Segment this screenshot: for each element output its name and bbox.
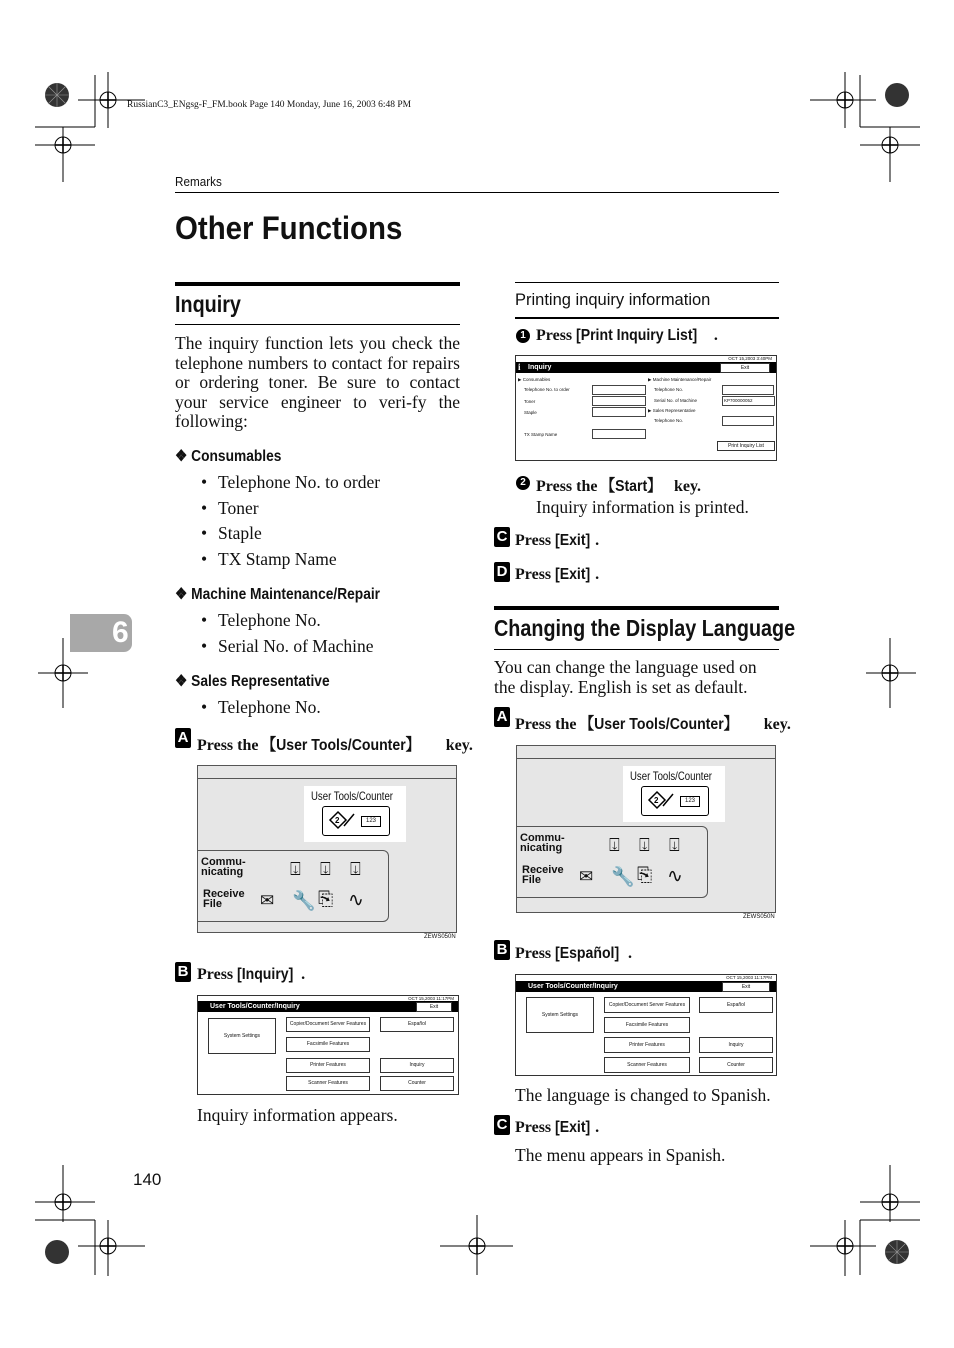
- running-head: Remarks: [175, 174, 222, 189]
- print-inquiry-list-button[interactable]: Print Inquiry List: [717, 441, 775, 451]
- espanol-button[interactable]: Español: [699, 997, 773, 1013]
- screen-title-bar: User Tools/Counter/Inquiry: [516, 981, 776, 992]
- language-rule-bottom: [494, 649, 779, 650]
- svg-text:2: 2: [654, 796, 659, 805]
- step2-result: The language is changed to Spanish.: [515, 1085, 771, 1105]
- user-tools-key-area: [304, 786, 406, 842]
- list-item: • Toner: [218, 498, 259, 519]
- control-panel-illustration: [516, 745, 776, 913]
- communicating-label: Commu- nicating: [520, 832, 565, 854]
- printer-features-button[interactable]: Printer Features: [604, 1037, 690, 1053]
- control-panel-illustration: [197, 765, 457, 933]
- printer-features-button[interactable]: Printer Features: [286, 1058, 370, 1073]
- group-title-consumables: ❖ Consumables: [175, 448, 282, 465]
- inquiry-rule-bottom: [175, 324, 460, 325]
- value-field: [592, 385, 646, 395]
- figure-code: ZEWS050N: [424, 934, 456, 940]
- tx-stamp-label: TX Stamp Name: [524, 432, 558, 437]
- list-item: • Telephone No.: [218, 697, 321, 718]
- fax-indicator-icon: ⍗: [350, 859, 361, 879]
- row-label: Telephone No. to order: [524, 387, 570, 392]
- substep2-result: Inquiry information is printed.: [536, 497, 749, 517]
- wrench-icon: 🔧: [292, 891, 316, 912]
- facsimile-features-button[interactable]: Facsimile Features: [604, 1017, 690, 1033]
- step3-result: The menu appears in Spanish.: [515, 1145, 726, 1165]
- row-label: Telephone No.: [654, 418, 684, 423]
- screen-datetime: OCT 15,2003 3:40PM: [728, 356, 772, 361]
- fax-indicator-icon: ⍗: [669, 835, 680, 855]
- list-item: • Telephone No.: [218, 610, 321, 631]
- info-icon: i: [518, 362, 521, 372]
- step-text: Press the 【Start】 key.: [536, 478, 702, 495]
- step-number: D: [494, 562, 510, 582]
- value-field: [722, 385, 774, 395]
- step-number: B: [175, 962, 191, 982]
- exit-button[interactable]: Exit: [720, 363, 770, 373]
- step-number: A: [494, 707, 510, 727]
- value-field: [722, 416, 774, 426]
- facsimile-features-button[interactable]: Facsimile Features: [286, 1037, 370, 1052]
- printing-rule-bottom: [515, 317, 779, 319]
- step-text: Press the 【User Tools/Counter】 key.: [515, 716, 791, 733]
- list-item: • TX Stamp Name: [218, 549, 337, 570]
- value-field: [592, 407, 646, 417]
- list-item: • Serial No. of Machine: [218, 636, 374, 657]
- step-number: A: [175, 728, 191, 748]
- receive-file-label: Receive File: [522, 864, 564, 886]
- step-text: Press [Exit] .: [515, 566, 600, 583]
- fax-indicator-icon: ⍗: [320, 859, 331, 879]
- scanner-features-button[interactable]: Scanner Features: [604, 1057, 690, 1073]
- inquiry-screen: [515, 355, 777, 461]
- value-field: [592, 396, 646, 406]
- screen-title-bar: Inquiry: [516, 362, 776, 373]
- maintenance-label: ▶ Machine Maintenance/Repair: [648, 377, 712, 382]
- screen-datetime: OCT 15,2003 11:17PM: [408, 996, 454, 1001]
- indicator-area: [517, 826, 708, 898]
- group-title-sales: ❖ Sales Representative: [175, 673, 330, 690]
- svg-text:2: 2: [335, 816, 340, 825]
- counter-button[interactable]: Counter: [699, 1057, 773, 1073]
- step-text: Press [Exit] .: [515, 1119, 600, 1136]
- jam-icon: ∿: [348, 890, 364, 911]
- substep-number: 1: [516, 329, 530, 343]
- user-tools-icon: [328, 810, 358, 830]
- wrench-icon: 🔧: [611, 867, 635, 888]
- user-tools-label: User Tools/Counter: [630, 769, 712, 783]
- substep-number: 2: [516, 476, 530, 490]
- fax-indicator-icon: ⍗: [639, 835, 650, 855]
- counter-box: 123: [361, 816, 381, 827]
- step2-result: Inquiry information appears.: [197, 1105, 398, 1125]
- printing-rule-top: [515, 282, 779, 283]
- step-text: Press [Print Inquiry List] .: [536, 327, 718, 344]
- envelope-icon: ✉: [579, 867, 594, 886]
- step-number: B: [494, 940, 510, 960]
- user-tools-screen: [515, 974, 777, 1076]
- step-text: Press [Español] .: [515, 945, 633, 962]
- step-number: C: [494, 1115, 510, 1135]
- toner-icon: ⎘: [637, 865, 653, 886]
- user-tools-key-area: [623, 766, 725, 822]
- inquiry-heading: Inquiry: [175, 291, 241, 317]
- row-label: Telephone No.: [654, 387, 684, 392]
- page-title: Other Functions: [175, 210, 403, 246]
- indicator-area: [198, 850, 389, 922]
- screen-title-bar: User Tools/Counter/Inquiry: [198, 1001, 458, 1012]
- inquiry-rule-top: [175, 282, 460, 286]
- system-settings-button[interactable]: System Settings: [208, 1018, 276, 1054]
- counter-button[interactable]: Counter: [380, 1076, 454, 1091]
- inquiry-button[interactable]: Inquiry: [380, 1058, 454, 1073]
- language-intro: You can change the language used on the display. English is set as default.: [494, 657, 757, 697]
- envelope-icon: ✉: [260, 891, 275, 910]
- figure-code: ZEWS050N: [743, 914, 775, 920]
- user-tools-icon: [647, 790, 677, 810]
- system-settings-button[interactable]: System Settings: [526, 997, 594, 1033]
- counter-box: 123: [680, 796, 700, 807]
- step-text: Press the 【User Tools/Counter】 key.: [197, 737, 473, 754]
- step-number: C: [494, 527, 510, 547]
- value-field: [592, 429, 646, 439]
- book-info: RussianC3_ENgsg-F_FM.book Page 140 Monday, June 16, 2003 6:48 PM: [127, 100, 412, 110]
- copier-features-button[interactable]: Copier/Document Server Features: [604, 997, 690, 1013]
- screen-datetime: OCT 15,2003 11:17PM: [726, 975, 772, 980]
- row-label: Toner: [524, 399, 536, 404]
- user-tools-screen: [197, 995, 459, 1095]
- user-tools-button[interactable]: [322, 806, 390, 836]
- exit-button[interactable]: Exit: [416, 1002, 452, 1012]
- espanol-button[interactable]: Español: [380, 1017, 454, 1032]
- toner-icon: ⎘: [318, 889, 334, 910]
- header-rule: [175, 192, 779, 193]
- exit-button[interactable]: Exit: [722, 982, 770, 992]
- fax-indicator-icon: ⍗: [609, 835, 620, 855]
- receive-file-label: Receive File: [203, 888, 245, 910]
- copier-features-button[interactable]: Copier/Document Server Features: [286, 1017, 370, 1032]
- row-label: Serial No. of Machine: [654, 398, 698, 403]
- user-tools-label: User Tools/Counter: [311, 789, 393, 803]
- list-item: • Telephone No. to order: [218, 472, 380, 493]
- sales-label: ▶ Sales Representative: [648, 408, 696, 413]
- fax-indicator-icon: ⍗: [290, 859, 301, 879]
- page-number: 140: [133, 1170, 162, 1189]
- communicating-label: Commu- nicating: [201, 856, 246, 878]
- consumables-label: ▶ Consumables: [518, 377, 551, 382]
- serial-value: KP700000052: [722, 396, 775, 406]
- inquiry-button[interactable]: Inquiry: [699, 1037, 773, 1053]
- language-heading: Changing the Display Language: [494, 615, 796, 641]
- printing-heading: Printing inquiry information: [515, 291, 711, 309]
- step-text: Press [Exit] .: [515, 532, 600, 549]
- user-tools-button[interactable]: [641, 786, 709, 816]
- jam-icon: ∿: [667, 866, 683, 887]
- list-item: • Staple: [218, 523, 262, 544]
- chapter-number: 6: [112, 616, 129, 649]
- language-rule-top: [494, 606, 779, 610]
- step-text: Press [Inquiry] .: [197, 966, 306, 983]
- inquiry-intro: The inquiry function lets you check the telephone numbers to contact for repairs or ordering toner. Be sure to contact your service engineer to veri-fy the following:: [175, 333, 460, 431]
- scanner-features-button[interactable]: Scanner Features: [286, 1076, 370, 1091]
- row-label: Staple: [524, 410, 537, 415]
- group-title-maintenance: ❖ Machine Maintenance/Repair: [175, 586, 381, 603]
